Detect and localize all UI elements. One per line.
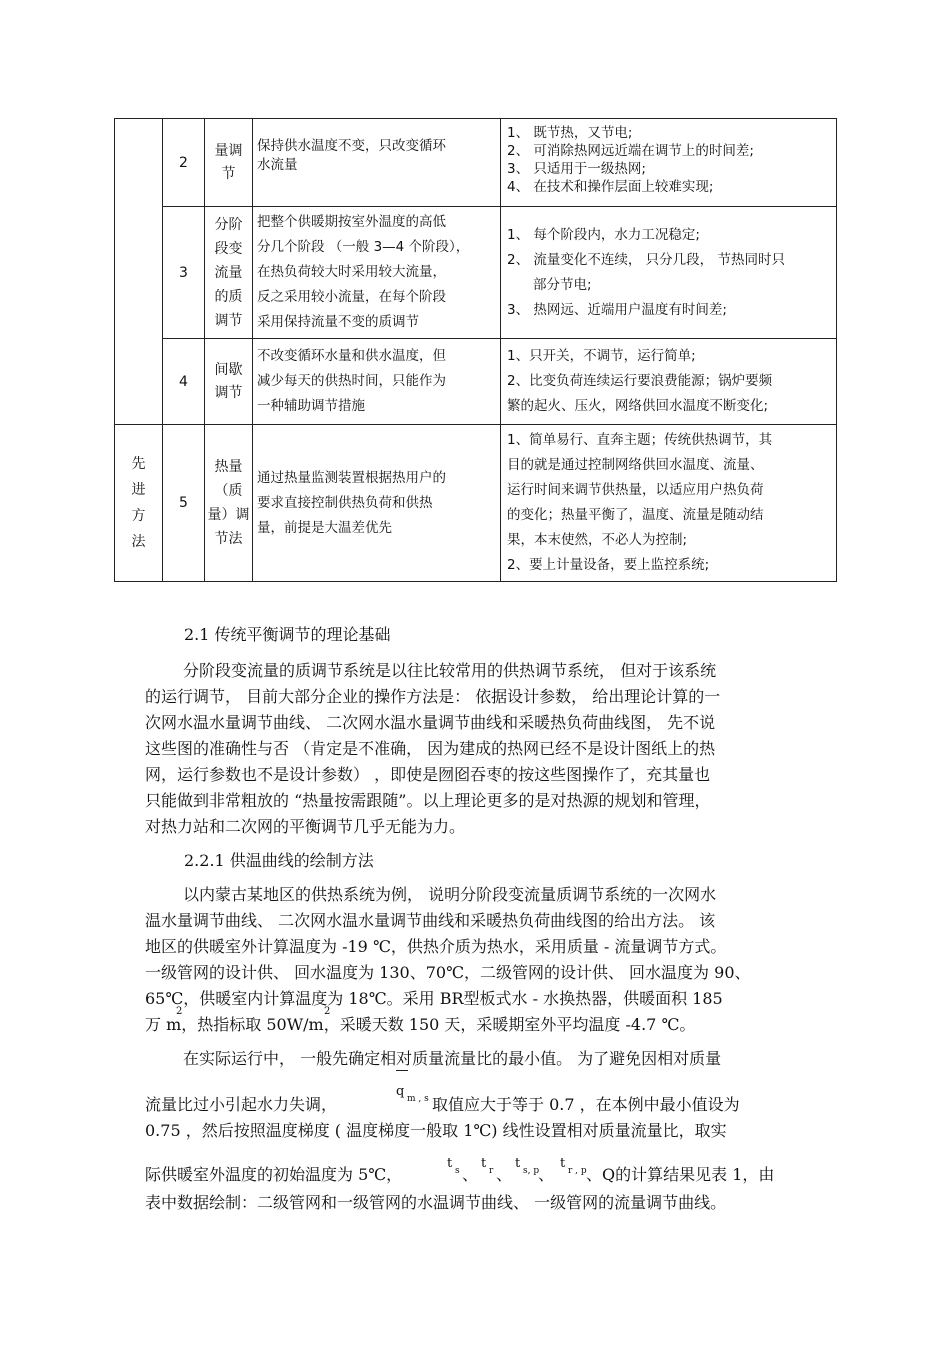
t-r-symbol: t — [481, 1156, 487, 1171]
category-cell: 先 进 方 法 — [115, 425, 163, 582]
method-description: 不改变循环水量和供水温度，但 减少每天的供热时间，只能作为 一种辅助调节措施 — [253, 339, 501, 425]
table-row — [115, 339, 837, 425]
category-cell — [115, 119, 163, 425]
method-name: 分阶 段变 流量 的质 调节 — [205, 207, 253, 339]
separator: 、 — [538, 1165, 555, 1184]
method-features: 1、 每个阶段内，水力工况稳定; 2、 流量变化不连续， 只分几段， 节热同时只 部分节电; 3、 热网远、近端用户温度有时间差; — [501, 207, 837, 339]
method-name: 热量 （质 量）调 节法 — [205, 425, 253, 582]
section-heading-2-2-1: 2.2.1 供温曲线的绘制方法 — [184, 851, 374, 870]
row-number: 5 — [163, 425, 205, 582]
separator: 、 — [496, 1165, 513, 1184]
section-heading-2-1: 2.1 传统平衡调节的理论基础 — [184, 625, 391, 644]
separator: 、 — [462, 1165, 479, 1184]
t-sp-subscript: s, p — [523, 1166, 540, 1176]
paragraph-line: 0.75 ，然后按照温度梯度 ( 温度梯度一般取 1℃) 线性设置相对质量流量比，取实 — [145, 1121, 727, 1140]
t-r-subscript: r — [489, 1166, 494, 1176]
section-2-1-paragraph: 分阶段变流量的质调节系统是以往比较常用的供热调节系统， 但对于该系统 的运行调节， 目前大部分企业的操作方法是： 依据设计参数， 给出理论计算的一 次网水温水量调节曲线、 二次网水温水量调节曲线和采暖热负荷曲线图， 先不说 这些图的准确性与否 （肯定是不准确， 因为建成的热网已经不是设计图纸上的热 网，运行参数也不是设计参数） ，即使是囫囵吞枣的按这些图操作了，充其量也 只能做到非常粗放的 “热量按需跟随”。以上理论更多的是对热源的规划和管理， 对热力站和二次网的平衡调节几乎无能为力。 — [145, 661, 721, 836]
method-name: 量调 节 — [205, 119, 253, 207]
paragraph-line: 、Q的计算结果见表 1，由 — [586, 1165, 775, 1184]
method-name: 间歇 调节 — [205, 339, 253, 425]
section-2-2-1-paragraph: 以内蒙古某地区的供热系统为例， 说明分阶段变流量质调节系统的一次网水 温水量调节曲线、 二次网水温水量调节曲线和采暖热负荷曲线图的给出方法。 该 地区的供暖室外计算温度为 -19 ℃，供热介质为热水，采用质量 - 流量调节方式。 一级管网的设计供、 回水温度为 130、70℃，二级管网的设计供、 回水温度为 90、 65℃，供暖室内计算温度为 18℃。采用 BR型板式水 - 水换热器，供暖面积 185 万 m，热指标取 50W/m，采暖天数 150 天，采暖期室外平均温度 -4.7 ℃。 — [145, 885, 751, 1034]
regulation-methods-table — [114, 118, 837, 582]
method-features: 1、只开关，不调节，运行简单; 2、比变负荷连续运行要浪费能源；锅炉要频 繁的起火、压火，网络供回水温度不断变化; — [501, 339, 837, 425]
table-row — [115, 207, 837, 339]
superscript-2: 2 — [176, 1006, 183, 1017]
row-number: 3 — [163, 207, 205, 339]
paragraph-line: 在实际运行中， 一般先确定相对质量流量比的最小值。 为了避免因相对质量 — [183, 1049, 722, 1068]
method-description: 通过热量监测装置根据热用户的 要求直接控制供热负荷和供热 量，前提是大温差优先 — [253, 425, 501, 582]
paragraph-line: 际供暖室外温度的初始温度为 5℃， — [145, 1165, 403, 1184]
method-description: 保持供水温度不变，只改变循环 水流量 — [253, 119, 501, 207]
t-rp-symbol: t — [560, 1156, 566, 1171]
method-description: 把整个供暖期按室外温度的高低 分几个阶段 （一般 3—4 个阶段）， 在热负荷较大时采用较大流量， 反之采用较小流量，在每个阶段 采用保持流量不变的质调节 — [253, 207, 501, 339]
table-row — [115, 425, 837, 582]
table-row — [115, 119, 837, 207]
q-symbol: q — [396, 1084, 405, 1099]
t-rp-subscript: r , p — [568, 1166, 587, 1176]
row-number: 4 — [163, 339, 205, 425]
t-s-symbol: t — [447, 1156, 453, 1171]
paragraph-line: 取值应大于等于 0.7 ，在本例中最小值设为 — [432, 1095, 740, 1114]
t-sp-symbol: t — [515, 1156, 521, 1171]
q-subscript: m , s — [407, 1094, 429, 1104]
overbar — [396, 1070, 408, 1071]
t-s-subscript: s — [455, 1166, 460, 1176]
row-number: 2 — [163, 119, 205, 207]
method-features: 1、简单易行、直奔主题；传统供热调节，其 目的就是通过控制网络供回水温度、流量、 运行时间来调节供热量，以适应用户热负荷 的变化；热量平衡了，温度、流量是随动结 果，本末使然，不必人为控制; 2、要上计量设备，要上监控系统; — [501, 425, 837, 582]
paragraph-line: 流量比过小引起水力失调， — [145, 1095, 338, 1114]
paragraph-line: 表中数据绘制：二级管网和一级管网的水温调节曲线、 一级管网的流量调节曲线。 — [145, 1193, 727, 1212]
superscript-2: 2 — [324, 1006, 331, 1017]
method-features: 1、 既节热，又节电; 2、 可消除热网远近端在调节上的时间差; 3、 只适用于一级热网; 4、 在技术和操作层面上较难实现; — [501, 119, 837, 207]
